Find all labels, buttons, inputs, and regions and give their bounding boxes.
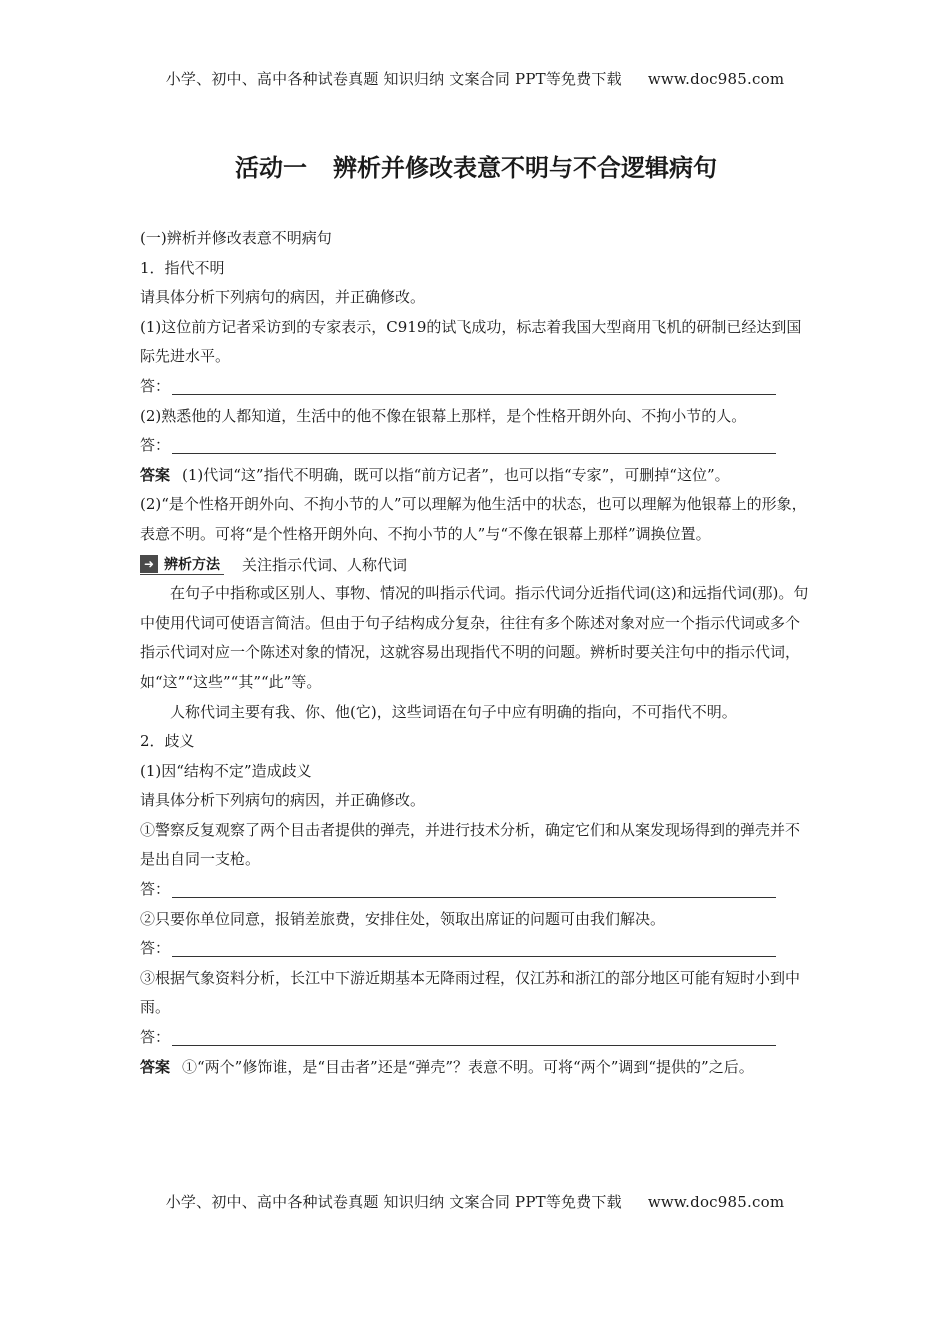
question-1: (1)这位前方记者采访到的专家表示，C919的试飞成功，标志着我国大型商用飞机的研制已经达到国际先进水平。: [140, 317, 802, 366]
question-5: ③根据气象资料分析，长江中下游近期基本无降雨过程，仅江苏和浙江的部分地区可能有短时小到中雨。: [140, 968, 801, 1017]
answer-1-text: (1)代词“这”指代不明确，既可以指“前方记者”，也可以指“专家”，可删掉“这位”。: [182, 465, 730, 484]
page-footer: [0, 1191, 950, 1212]
question-4: ②只要你单位同意，报销差旅费，安排住处，领取出席证的问题可由我们解决。: [140, 909, 666, 928]
method-badge: [140, 554, 224, 575]
answer-1: [140, 461, 812, 491]
answer-line-1[interactable]: [140, 372, 812, 402]
method-title: 关注指示代词、人称代词: [242, 555, 408, 574]
answer-line-4[interactable]: [140, 934, 812, 964]
answer-3: [140, 1053, 812, 1083]
answer-line-3[interactable]: [140, 875, 812, 905]
method-badge-label: 辨析方法: [164, 556, 220, 573]
footer-text: 小学、初中、高中各种试卷真题 知识归纳 文案合同 PPT等免费下载: [165, 1193, 622, 1211]
answer-line-5[interactable]: [140, 1023, 812, 1053]
answer-2: (2)“是个性格开朗外向、不拘小节的人”可以理解为他生活中的状态，也可以理解为他银幕上的形象，表意不明。可将“是个性格开朗外向、不拘小节的人”与“不像在银幕上那样”调换位置。: [140, 495, 807, 543]
answer-prefix: 答：: [140, 939, 171, 958]
section1-heading: (一)辨析并修改表意不明病句: [140, 229, 332, 247]
title-part2: 辨析并修改表意不明与不合逻辑病句: [333, 154, 717, 182]
method-paragraph-2: 人称代词主要有我、你、他(它)，这些词语在句子中应有明确的指向，不可指代不明。: [170, 702, 737, 721]
question-3: ①警察反复观察了两个目击者提供的弹壳，并进行技术分析，确定它们和从案发现场得到的弹壳并不是出自同一支枪。: [140, 820, 801, 869]
answer-prefix: 答：: [140, 1028, 171, 1047]
header-site-link[interactable]: www.doc985.com: [647, 70, 785, 88]
header-text: 小学、初中、高中各种试卷真题 知识归纳 文案合同 PPT等免费下载: [165, 70, 622, 88]
instruction-1: 请具体分析下列病句的病因，并正确修改。: [140, 288, 426, 307]
instruction-2: 请具体分析下列病句的病因，并正确修改。: [140, 791, 426, 810]
answer-label: 答案: [140, 1057, 171, 1076]
subsection-ambiguity: 2．歧义: [140, 732, 195, 751]
title-part1: 活动一: [235, 154, 307, 182]
answer-prefix: 答：: [140, 436, 171, 455]
question-2: (2)熟悉他的人都知道，生活中的他不像在银幕上那样，是个性格开朗外向、不拘小节的人。: [140, 406, 747, 425]
footer-site-link[interactable]: www.doc985.com: [647, 1193, 785, 1211]
answer-prefix: 答：: [140, 880, 171, 899]
subsection-structure: (1)因“结构不定”造成歧义: [140, 761, 312, 780]
method-paragraph-1: 在句子中指称或区别人、事物、情况的叫指示代词。指示代词分近指代词(这)和远指代词(那)。句中使用代词可使语言简洁。但由于句子结构成分复杂，往往有多个陈述对象对应一个指示代词或多个指示代词对应一个陈述对象的情况，这就容易出现指代不明的问题。辨析时要关注句中的指示代词，如“这”“这些”“其”“此”等。: [140, 584, 809, 691]
page-title: [140, 150, 812, 186]
method-row: [140, 550, 812, 580]
answer-3-text: ①“两个”修饰谁，是“目击者”还是“弹壳”？表意不明。可将“两个”调到“提供的”之后。: [182, 1057, 754, 1076]
answer-label: 答案: [140, 465, 171, 484]
arrow-right-icon: ➜: [140, 555, 158, 573]
answer-prefix: 答：: [140, 376, 171, 395]
subsection-pronoun: 1．指代不明: [140, 258, 225, 277]
answer-line-2[interactable]: [140, 431, 812, 461]
page-header: [0, 68, 950, 89]
document-body: [140, 150, 812, 1082]
